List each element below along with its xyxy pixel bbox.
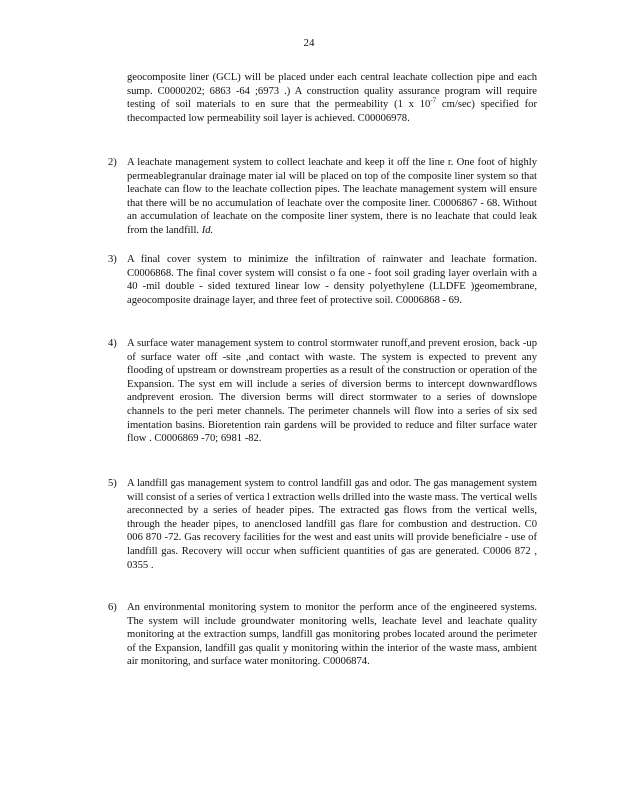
item-text (127, 253, 537, 307)
intro-text-before: geocomposite liner (GCL) will be placed under each central leachate collection pipe and each sump. C0000202; 6863 -64 ;6973 .) A construction quality assurance program will require testing of soil materials to en sure that the permeability (1 x 10 (127, 72, 537, 111)
item-citation: Id. (201, 224, 214, 236)
item-body: A final cover system to minimize the infiltration of rainwater and leachate formation. C0006868. The final cover system will consist o fa one - foot soil grading layer overlain with a 40 -mil double - sided textured linear low - density polyethylene (LLDFE )geomembrane, ageocomposite drainage layer, and three feet of protective soil. C0006868 - 69. (127, 254, 537, 306)
item-number: 4) (108, 338, 117, 349)
intro-superscript: -7 (430, 96, 437, 105)
item-text (127, 477, 537, 572)
item-number: 2) (108, 157, 117, 168)
item-text (127, 337, 537, 446)
item-text (127, 601, 537, 669)
item-number: 6) (108, 602, 117, 613)
item-text (127, 156, 537, 238)
page-number: 24 (303, 37, 315, 49)
item-body: An environmental monitoring system to monitor the perform ance of the engineered systems. The system will include groundwater monitoring wells, leachate level and leachate quality monitoring at the extraction sumps, landfill gas monitoring probes located around the perimeter of the Expansion, landfill gas qualit y monitoring within the interior of the waste mass, ambient air monitoring, and surface water monitoring. C0006874. (127, 602, 537, 668)
item-body: A leachate management system to collect leachate and keep it off the line r. One foot of highly permeablegranular drainage mater ial will be placed on top of the composite liner system so that leachate can flow to the leachate collection pipes. The leachate management system will ensure that there will be no accumulation of leachate over the composite liner. C0006867 - 68. Without an accumulation of leachate on the composite liner system, there is no leachate that could leak from the landfill. (127, 157, 537, 236)
intro-paragraph (127, 71, 537, 125)
item-number: 5) (108, 478, 117, 489)
item-body: A surface water management system to control stormwater runoff,and prevent erosion, back -up of surface water off -site ,and contact with waste. The system is expected to prevent any flooding of upstream or downstream properties as a result of the construction or operation of the Expansion. The syst em will include a series of diversion berms to intercept downwardflows andprevent erosion. The diversion berms will direct stormwater to a series of downslope channels to the peri meter channels. The perimeter channels will flow into a series of six sed imentation basins. Bioretention rain gardens will be provided to reduce and filter surface water flow . C0006869 -70; 6981 -82. (127, 338, 537, 445)
intro-text-after: cm/sec) specified for thecompacted low permeability soil layer is achieved. C00006978. (127, 99, 537, 124)
item-body: A landfill gas management system to control landfill gas and odor. The gas management system will consist of a series of vertica l extraction wells drilled into the waste mass. The vertical wells areconnected by a series of header pipes. The extracted gas flows from the vertical wells, through the header pipes, to anenclosed landfill gas flare for combustion and destruction. C0 006 870 -72. Gas recovery facilities for the west and east units will provide beneficialre - use of landfill gas. Recovery will occur when sufficient quantities of gas are generated. C0006 872 , 0355 . (127, 478, 537, 571)
item-number: 3) (108, 254, 117, 265)
